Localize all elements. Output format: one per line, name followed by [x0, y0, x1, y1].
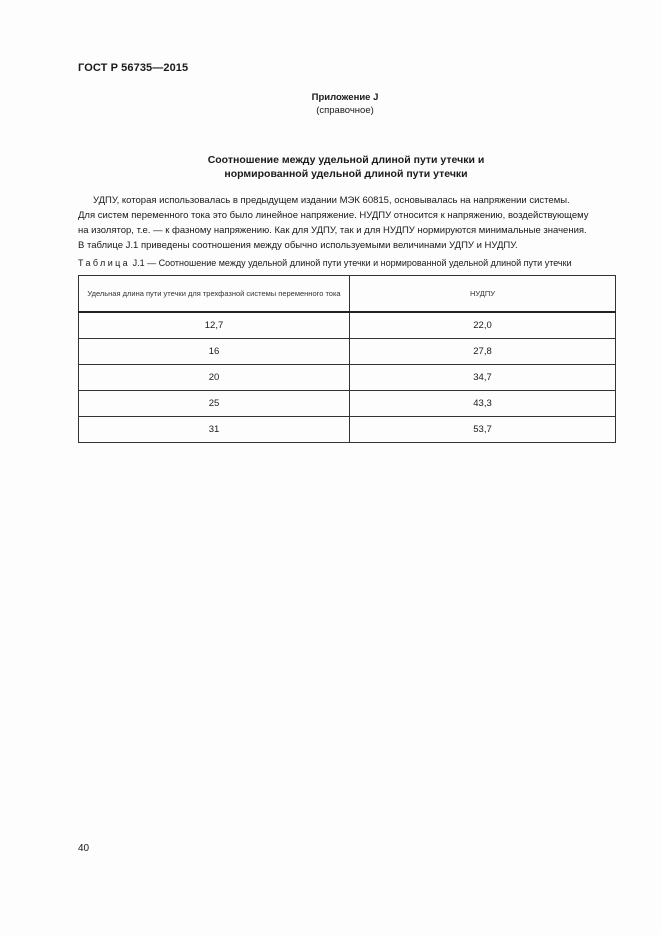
appendix-title: Приложение J	[311, 92, 379, 103]
table-cell: 12,7	[79, 312, 350, 339]
section-heading	[78, 153, 614, 181]
body-text-line: В таблице J.1 приведены соотношения между обычно используемыми величинами УДПУ и НУДПУ.	[78, 240, 518, 251]
table-cell: 27,8	[350, 339, 616, 365]
body-text-line: на изолятор, т.е. — к фазному напряжению. Как для УДПУ, так и для НУДПУ нормируются минимальные значения.	[78, 225, 587, 236]
table-row	[79, 417, 616, 443]
table-row	[79, 365, 616, 391]
body-text-line: Для систем переменного тока это было линейное напряжение. НУДПУ относится к напряжению, воздействующему	[78, 210, 589, 221]
table-row	[79, 312, 616, 339]
table-cell: 31	[79, 417, 350, 443]
page-number: 40	[78, 843, 90, 854]
table-cell: 22,0	[350, 312, 616, 339]
table-header-row	[79, 276, 616, 313]
appendix-note: (справочное)	[316, 105, 374, 116]
table-header-cell: НУДПУ	[350, 276, 616, 313]
section-heading-line: нормированной удельной длиной пути утечки	[224, 168, 468, 180]
table-caption-label: Таблица	[78, 258, 131, 268]
document-code: ГОСТ Р 56735—2015	[78, 62, 189, 74]
data-table	[78, 275, 616, 443]
table-cell: 16	[79, 339, 350, 365]
table-cell: 25	[79, 391, 350, 417]
body-text-line: УДПУ, которая использовалась в предыдущем издании МЭК 60815, основывалась на напряжении системы.	[93, 195, 570, 206]
section-heading-line: Соотношение между удельной длиной пути утечки и	[207, 154, 485, 166]
table-cell: 53,7	[350, 417, 616, 443]
table-cell: 20	[79, 365, 350, 391]
table-cell: 43,3	[350, 391, 616, 417]
table-row	[79, 339, 616, 365]
table-header-cell: Удельная длина пути утечки для трехфазной системы переменного тока	[79, 276, 350, 313]
table-caption-text: J.1 — Соотношение между удельной длиной пути утечки и нормированной удельной длиной пути утечки	[130, 258, 572, 268]
table-cell: 34,7	[350, 365, 616, 391]
table-row	[79, 391, 616, 417]
table-caption	[78, 257, 614, 269]
